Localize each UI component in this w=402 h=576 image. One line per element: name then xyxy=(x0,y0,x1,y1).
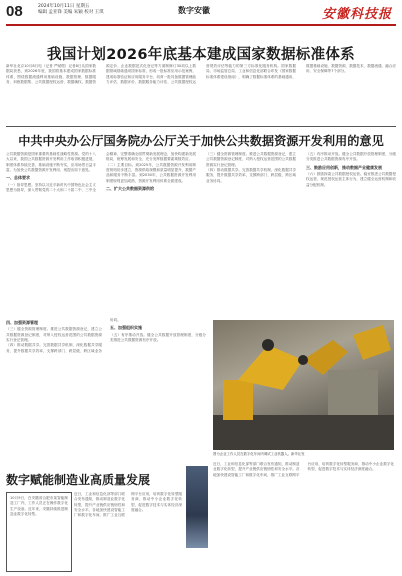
article2-paragraph: （三）健全资源管理制度。推进公共数据资源登记，建立公共数据资源登记制度，对纳入授权运营范围的公共数据资源实行登记管理。 xyxy=(6,327,102,343)
newspaper-header xyxy=(0,0,402,30)
issue-editors: 编辑 孟亚锋 美编 朱颖 校对 王琪 xyxy=(38,10,104,15)
photo-caption: 图为企业工作人员在数字化车间内调试工业机器人。新华社发 xyxy=(213,452,305,456)
article2-title: 中共中央办公厅国务院办公厅关于加快公共数据资源开发利用的意见 xyxy=(18,134,384,148)
article2-paragraph: （一）指导思想。坚持以习近平新时代中国特色社会主义思想为指导，深入贯彻党的二十大和二十届二中、三中全会精神，完整准确全面贯彻新发展理念，加快构建新发展格局，统筹发展和安全，充分发挥数据要素乘数效应。 xyxy=(6,152,196,193)
section-title: 数字安徽 xyxy=(178,6,210,15)
article2-paragraph: （四）推动数据共享。完善数据共享机制，深化数据共享服务，提升数据共享效率，支撑跨部门、跨层级、跨区域业务协同。 xyxy=(206,168,296,183)
article2-body-bottom xyxy=(6,318,206,463)
issue-meta xyxy=(38,4,104,16)
page-number: 08 xyxy=(6,3,23,20)
factory-robot-photo xyxy=(213,320,394,450)
article2-section-heading: 二、扩大公共数据资源供给 xyxy=(106,186,154,192)
article3-body-left: 近日，工业和信息化部等部门联合发布通知，推动制造业数字化转型，提升产业链供应链韧性和安全水平。各地加快建设智能工厂和数字化车间，推广工业互联网平台应用，培育数字化转型服务商，推动中小企业数字化转型，促进数字技术与实体经济深度融合。 xyxy=(74,492,182,518)
article2-paragraph: （六）鼓励探索公共数据授权运营。稳妥推进公共数据授权运营，规范授权运营主体行为，建立健全运营机制和收益分配机制。 xyxy=(306,172,396,187)
article2-section-heading: 四、加强资源管理 xyxy=(6,320,38,325)
key-info-text: 10月9日，在安徽省合肥市某智能制造工厂内，工作人员正在操作数字化生产设备。近年来，安徽持续推进制造业数字化转型。 xyxy=(10,496,68,517)
header-rule xyxy=(6,24,396,26)
issue-date: 2024年10月11日 星期五 xyxy=(38,4,90,9)
article-divider xyxy=(6,126,396,127)
article2-paragraph: 公共数据资源是国家重要的基础性战略性资源。党的十八大以来，我国公共数据资源开发利用工作取得积极进展，制度体系持续完善，基础设施不断夯实，应用场景日益丰富。为加快公共数据资源开发利用，现提出如下意见。 xyxy=(6,152,96,173)
side-photo xyxy=(186,466,208,548)
article2-paragraph: （五）有序推动开放。健全公共数据开放管理制度，分级分类推进公共数据资源有序开放。 xyxy=(110,332,206,343)
article2-paragraph: （五）有序推动开放。健全公共数据开放管理制度，分级分类推进公共数据资源有序开放。 xyxy=(306,152,396,162)
article2-section-heading: 五、加强组织实施 xyxy=(110,325,142,331)
article2-paragraph: （四）推动数据共享。完善数据共享机制，深化数据共享服务，提升数据共享效率，支撑跨部门、跨层级、跨区域业务协同。 xyxy=(6,318,121,353)
newspaper-logo: 安徽科技报 xyxy=(321,7,392,22)
article1-body: 新华社北京10月8日电（记者 严赋憬）记者8日从国家数据局获悉，到2026年底，我国将基本建成国家数据标准体系，围绕数据流通利用基础设施、数据管理、数据服务、训练数据集、公共数据授权运营、数据确权、数据资源定价、企业数据范式化登记等方面制修订30项以上数据领域基础通用国家标准，形成一批标准应用示范案例，建成标准验证和应用服务平台，培育一批具备数据管理能力评估、数据评价、数据服务能力评估、公共数据授权运营绩效评估等能力的第三方标准化服务机构。国家数据局、市场监管总局、工业和信息化部联合印发《国家数据标准体系建设指南》，明确了数据标准体系的基础通用、数据基础设施、数据资源、数据技术、数据流通、融合应用、安全保障等7个部分。 xyxy=(6,64,396,85)
article2-paragraph: （三）健全资源管理制度。推进公共数据资源登记，建立公共数据资源登记制度，对纳入授权运营范围的公共数据资源实行登记管理。 xyxy=(206,152,296,167)
key-info-box xyxy=(6,492,72,572)
article3-body: 近日，工业和信息化部等部门联合发布通知，推动制造业数字化转型，提升产业链供应链韧性和安全水平。各地加快建设智能工厂和数字化车间，推广工业互联网平台应用，培育数字化转型服务商，推动中小企业数字化转型，促进数字技术与实体经济深度融合。 xyxy=(213,462,394,477)
robot-arm-illustration xyxy=(213,320,394,450)
article2-paragraph: （二）主要目标。到2025年，公共数据资源开发利用制度规则初步建立，资源供给规模和质量明显提升，数据产品和服务不断丰富。到2030年，公共数据资源开发利用制度规则更加成熟，资源开发利用体系全面建成。 xyxy=(106,162,196,183)
article2-section-heading: 一、总体要求 xyxy=(6,175,30,181)
article1-title: 我国计划2026年底基本建成国家数据标准体系 xyxy=(47,47,355,63)
article2-body-top xyxy=(6,152,396,312)
article2-section-heading: 三、鼓励应用创新，推动数据产业健康发展 xyxy=(306,164,382,170)
article3-title: 数字赋能制造业高质量发展 xyxy=(6,473,151,487)
